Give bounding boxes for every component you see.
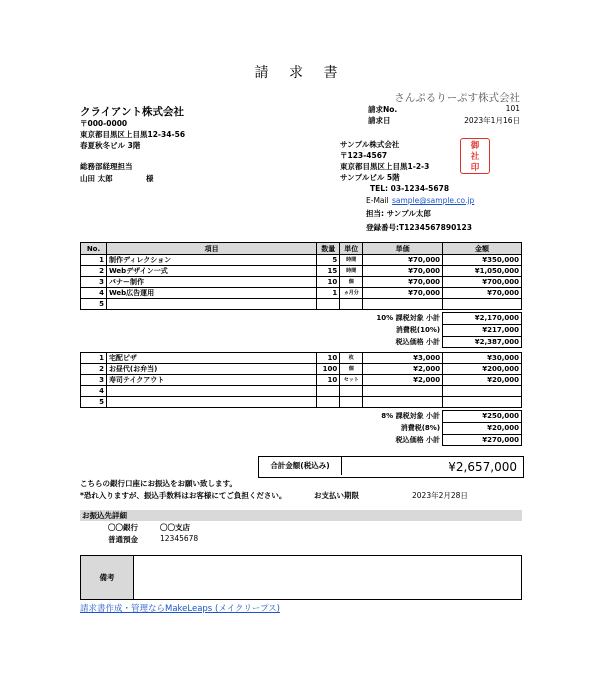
summary-value: ¥2,170,000 (443, 313, 522, 325)
header-no: No. (81, 243, 107, 255)
row-no: 5 (81, 397, 107, 408)
summary-label: 税込価格 小計 (395, 435, 441, 444)
row-price: ¥3,000 (363, 353, 443, 364)
bank-account-number: 12345678 (160, 534, 199, 543)
grand-total-label: 合計金額(税込み) (259, 457, 342, 475)
summary-row (80, 336, 522, 348)
row-unit: ヵ月分 (340, 288, 363, 299)
payment-due-label: お支払い期限 (314, 491, 359, 500)
header-amount: 金額 (443, 243, 522, 255)
row-item (106, 386, 316, 397)
invoice-no: 101 (505, 104, 520, 113)
summary-value: ¥20,000 (443, 422, 522, 434)
row-price: ¥70,000 (363, 266, 443, 277)
summary-value: ¥217,000 (443, 324, 522, 336)
summary-value: ¥2,387,000 (443, 336, 522, 348)
row-no: 5 (81, 299, 107, 310)
issuer-email-label: E-Mail (366, 196, 389, 205)
summary-label: 10% 課税対象 小計 (376, 314, 441, 323)
row-no: 1 (81, 255, 107, 266)
table-row (81, 386, 522, 397)
row-amount: ¥200,000 (443, 364, 522, 375)
client-department: 総務部経理担当 (80, 162, 133, 171)
table-row (81, 364, 522, 375)
row-price: ¥2,000 (363, 364, 443, 375)
row-amount: ¥700,000 (443, 277, 522, 288)
payment-fee-note: *恐れ入りますが、振込手数料はお客様にてご負担ください。 (80, 491, 287, 500)
row-item: Web広告運用 (106, 288, 316, 299)
client-name: クライアント株式会社 (80, 106, 184, 118)
company-seal-stamp: 御 社 印 (460, 138, 490, 174)
summary-label: 消費税(10%) (395, 326, 441, 335)
row-no: 3 (81, 277, 107, 288)
row-item: 寿司テイクアウト (106, 375, 316, 386)
table-row (81, 397, 522, 408)
summary-value: ¥270,000 (443, 434, 522, 446)
header-price: 単価 (363, 243, 443, 255)
row-item (106, 299, 316, 310)
row-qty: 1 (317, 288, 340, 299)
grand-total-value: ¥2,657,000 (448, 460, 517, 474)
summary-row (80, 422, 522, 434)
summary-row (80, 313, 522, 325)
row-amount: ¥1,050,000 (443, 266, 522, 277)
header-item: 項目 (106, 243, 316, 255)
row-no: 3 (81, 375, 107, 386)
row-unit (340, 386, 363, 397)
row-price: ¥2,000 (363, 375, 443, 386)
row-item: バナー制作 (106, 277, 316, 288)
row-amount: ¥350,000 (443, 255, 522, 266)
row-qty: 5 (317, 255, 340, 266)
row-item: お昼代(お弁当) (106, 364, 316, 375)
row-unit (340, 397, 363, 408)
summary-row (80, 434, 522, 446)
items-table-8pct (80, 352, 522, 408)
row-unit: 時間 (340, 266, 363, 277)
makeleaps-footer-link[interactable]: 請求書作成・管理ならMakeLeaps (メイクリープス) (80, 604, 280, 614)
row-price: ¥70,000 (363, 255, 443, 266)
row-qty (317, 299, 340, 310)
issuer-name: サンプル株式会社 (340, 140, 400, 149)
header-qty: 数量 (317, 243, 340, 255)
issuer-tel: TEL: 03-1234-5678 (370, 184, 450, 193)
invoice-no-label: 請求No. (368, 105, 398, 114)
row-item: 制作ディレクション (106, 255, 316, 266)
issuer-contact: 担当: サンプル太郎 (366, 209, 431, 218)
bank-name: 〇〇銀行 (108, 523, 138, 532)
bank-account-type: 普通預金 (108, 535, 138, 544)
table-header-row (81, 243, 522, 255)
row-no: 4 (81, 386, 107, 397)
row-unit: 個 (340, 364, 363, 375)
row-price (363, 299, 443, 310)
row-item (106, 397, 316, 408)
grand-total-box (258, 456, 524, 478)
client-address2: 春夏秋冬ビル 3階 (80, 141, 141, 150)
summary-table-8pct (80, 410, 522, 446)
issuer-header-name: さんぷるりーぷす株式会社 (394, 92, 520, 104)
invoice-date-label: 請求日 (368, 116, 391, 125)
row-qty: 10 (317, 375, 340, 386)
invoice-date: 2023年1月16日 (464, 116, 520, 125)
table-row (81, 375, 522, 386)
row-unit: セット (340, 375, 363, 386)
table-row (81, 266, 522, 277)
row-amount (443, 299, 522, 310)
row-price: ¥70,000 (363, 288, 443, 299)
notes-box (80, 555, 522, 600)
table-row (81, 255, 522, 266)
row-amount (443, 386, 522, 397)
row-amount (443, 397, 522, 408)
bank-details-header: お振込先詳細 (80, 510, 522, 521)
issuer-postal: 〒123-4567 (340, 151, 388, 160)
issuer-email-link[interactable]: sample@sample.co.jp (392, 196, 475, 205)
payment-due-date: 2023年2月28日 (412, 491, 468, 500)
row-no: 1 (81, 353, 107, 364)
row-no: 2 (81, 266, 107, 277)
row-qty: 10 (317, 277, 340, 288)
table-row (81, 288, 522, 299)
summary-label: 税込価格 小計 (395, 337, 441, 346)
row-amount: ¥30,000 (443, 353, 522, 364)
row-qty: 15 (317, 266, 340, 277)
summary-value: ¥250,000 (443, 411, 522, 423)
payment-instruction: こちらの銀行口座にお振込をお願い致します。 (80, 479, 237, 488)
summary-label: 8% 課税対象 小計 (381, 412, 441, 421)
header-unit: 単位 (340, 243, 363, 255)
row-unit: 個 (340, 277, 363, 288)
row-no: 2 (81, 364, 107, 375)
summary-table-10pct (80, 312, 522, 348)
notes-label: 備考 (81, 556, 134, 599)
bank-branch: 〇〇支店 (160, 523, 190, 532)
issuer-registration-number: 登録番号:T1234567890123 (366, 223, 472, 232)
table-row (81, 353, 522, 364)
row-price (363, 386, 443, 397)
row-price (363, 397, 443, 408)
row-amount: ¥20,000 (443, 375, 522, 386)
row-no: 4 (81, 288, 107, 299)
row-qty (317, 397, 340, 408)
client-address1: 東京都目黒区上目黒12-34-56 (80, 130, 186, 139)
row-amount: ¥70,000 (443, 288, 522, 299)
client-postal: 〒000-0000 (80, 119, 128, 128)
row-price: ¥70,000 (363, 277, 443, 288)
issuer-address1: 東京都目黒区上目黒1-2-3 (340, 162, 430, 171)
row-qty: 100 (317, 364, 340, 375)
table-row (81, 299, 522, 310)
summary-row (80, 411, 522, 423)
client-honorific: 様 (146, 174, 154, 183)
summary-label: 消費税(8%) (400, 424, 441, 433)
row-item: 宅配ピザ (106, 353, 316, 364)
row-unit (340, 299, 363, 310)
table-row (81, 277, 522, 288)
document-title: 請 求 書 (254, 65, 346, 81)
row-qty: 10 (317, 353, 340, 364)
summary-row (80, 324, 522, 336)
row-item: Webデザイン一式 (106, 266, 316, 277)
row-unit: 枚 (340, 353, 363, 364)
row-unit: 時間 (340, 255, 363, 266)
issuer-address2: サンプルビル 5階 (340, 173, 400, 182)
row-qty (317, 386, 340, 397)
items-table-10pct (80, 242, 522, 310)
client-person: 山田 太郎 (80, 174, 113, 183)
